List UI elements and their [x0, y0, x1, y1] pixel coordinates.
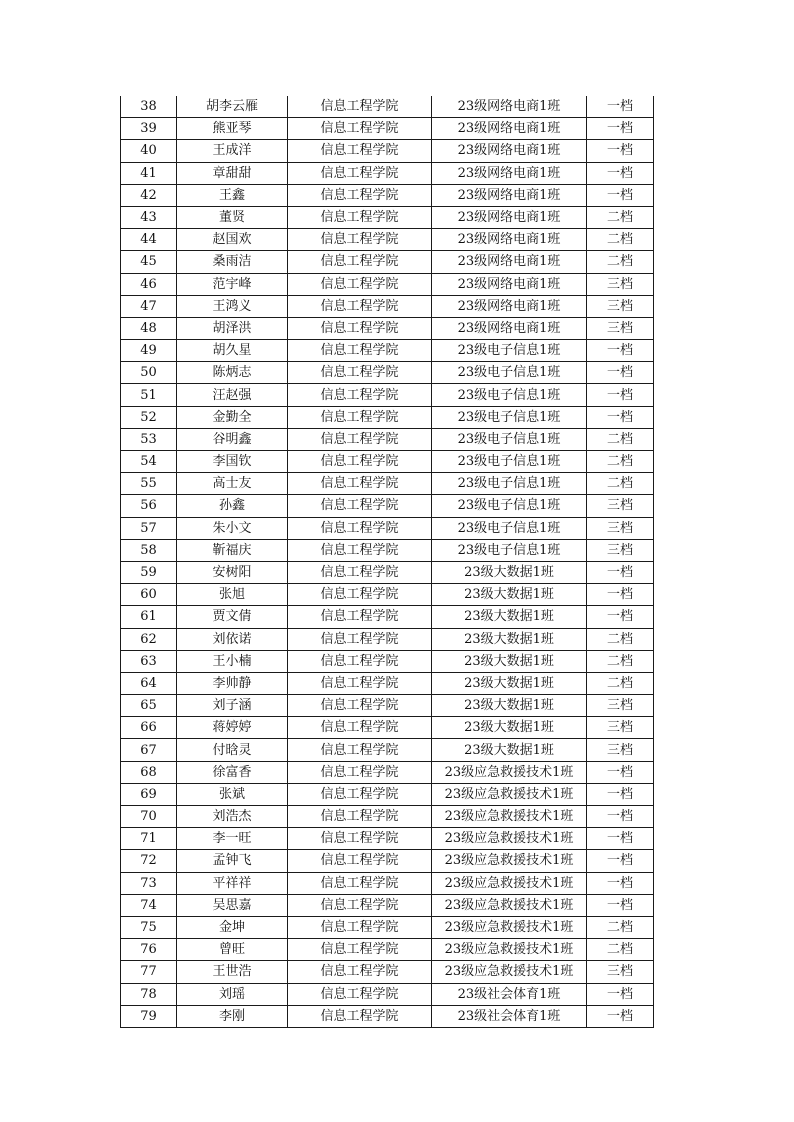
- class-cell: 23级网络电商1班: [432, 140, 587, 162]
- class-cell: 23级大数据1班: [432, 672, 587, 694]
- level-cell: 一档: [587, 584, 654, 606]
- student-name-cell: 汪赵强: [177, 384, 288, 406]
- department-cell: 信息工程学院: [288, 495, 432, 517]
- department-cell: 信息工程学院: [288, 473, 432, 495]
- student-name-cell: 金勤全: [177, 406, 288, 428]
- class-cell: 23级大数据1班: [432, 695, 587, 717]
- table-row: [121, 806, 654, 828]
- row-number-cell: 71: [121, 828, 177, 850]
- class-cell: 23级电子信息1班: [432, 406, 587, 428]
- student-name-cell: 曾旺: [177, 939, 288, 961]
- class-cell: 23级电子信息1班: [432, 384, 587, 406]
- level-cell: 三档: [587, 539, 654, 561]
- level-cell: 二档: [587, 916, 654, 938]
- table-row: [121, 140, 654, 162]
- row-number-cell: 61: [121, 606, 177, 628]
- table-row: [121, 451, 654, 473]
- table-row: [121, 628, 654, 650]
- row-number-cell: 45: [121, 251, 177, 273]
- department-cell: 信息工程学院: [288, 672, 432, 694]
- table-row: [121, 184, 654, 206]
- table-row: [121, 428, 654, 450]
- row-number-cell: 52: [121, 406, 177, 428]
- class-cell: 23级网络电商1班: [432, 273, 587, 295]
- student-name-cell: 谷明鑫: [177, 428, 288, 450]
- class-cell: 23级网络电商1班: [432, 162, 587, 184]
- table-row: [121, 739, 654, 761]
- student-name-cell: 孟钟飞: [177, 850, 288, 872]
- department-cell: 信息工程学院: [288, 539, 432, 561]
- student-name-cell: 贾文倩: [177, 606, 288, 628]
- row-number-cell: 57: [121, 517, 177, 539]
- department-cell: 信息工程学院: [288, 517, 432, 539]
- table-row: [121, 828, 654, 850]
- level-cell: 二档: [587, 251, 654, 273]
- row-number-cell: 69: [121, 783, 177, 805]
- department-cell: 信息工程学院: [288, 162, 432, 184]
- level-cell: 一档: [587, 162, 654, 184]
- table-row: [121, 850, 654, 872]
- row-number-cell: 70: [121, 806, 177, 828]
- row-number-cell: 74: [121, 894, 177, 916]
- row-number-cell: 76: [121, 939, 177, 961]
- table-row: [121, 162, 654, 184]
- student-name-cell: 刘浩杰: [177, 806, 288, 828]
- level-cell: 二档: [587, 206, 654, 228]
- table-row: [121, 539, 654, 561]
- department-cell: 信息工程学院: [288, 739, 432, 761]
- class-cell: 23级应急救援技术1班: [432, 939, 587, 961]
- level-cell: 三档: [587, 695, 654, 717]
- student-list-table: [120, 96, 654, 1028]
- student-name-cell: 靳福庆: [177, 539, 288, 561]
- table-row: [121, 406, 654, 428]
- level-cell: 一档: [587, 983, 654, 1005]
- row-number-cell: 79: [121, 1005, 177, 1027]
- class-cell: 23级应急救援技术1班: [432, 783, 587, 805]
- department-cell: 信息工程学院: [288, 650, 432, 672]
- class-cell: 23级网络电商1班: [432, 96, 587, 118]
- department-cell: 信息工程学院: [288, 872, 432, 894]
- table-row: [121, 584, 654, 606]
- table-row: [121, 118, 654, 140]
- department-cell: 信息工程学院: [288, 184, 432, 206]
- department-cell: 信息工程学院: [288, 317, 432, 339]
- level-cell: 一档: [587, 384, 654, 406]
- row-number-cell: 66: [121, 717, 177, 739]
- row-number-cell: 64: [121, 672, 177, 694]
- student-name-cell: 王成洋: [177, 140, 288, 162]
- level-cell: 一档: [587, 872, 654, 894]
- level-cell: 一档: [587, 406, 654, 428]
- row-number-cell: 58: [121, 539, 177, 561]
- table-row: [121, 717, 654, 739]
- student-name-cell: 张斌: [177, 783, 288, 805]
- level-cell: 一档: [587, 850, 654, 872]
- student-name-cell: 高士友: [177, 473, 288, 495]
- class-cell: 23级社会体育1班: [432, 983, 587, 1005]
- row-number-cell: 47: [121, 295, 177, 317]
- department-cell: 信息工程学院: [288, 939, 432, 961]
- table-row: [121, 295, 654, 317]
- student-name-cell: 胡泽洪: [177, 317, 288, 339]
- table-row: [121, 961, 654, 983]
- student-name-cell: 朱小文: [177, 517, 288, 539]
- department-cell: 信息工程学院: [288, 1005, 432, 1027]
- student-name-cell: 范宇峰: [177, 273, 288, 295]
- row-number-cell: 60: [121, 584, 177, 606]
- row-number-cell: 39: [121, 118, 177, 140]
- level-cell: 三档: [587, 495, 654, 517]
- department-cell: 信息工程学院: [288, 828, 432, 850]
- row-number-cell: 75: [121, 916, 177, 938]
- department-cell: 信息工程学院: [288, 717, 432, 739]
- table-row: [121, 894, 654, 916]
- row-number-cell: 50: [121, 362, 177, 384]
- student-name-cell: 李刚: [177, 1005, 288, 1027]
- class-cell: 23级网络电商1班: [432, 206, 587, 228]
- table-row: [121, 517, 654, 539]
- department-cell: 信息工程学院: [288, 783, 432, 805]
- department-cell: 信息工程学院: [288, 451, 432, 473]
- level-cell: 三档: [587, 717, 654, 739]
- class-cell: 23级应急救援技术1班: [432, 806, 587, 828]
- level-cell: 一档: [587, 783, 654, 805]
- row-number-cell: 78: [121, 983, 177, 1005]
- department-cell: 信息工程学院: [288, 428, 432, 450]
- table-row: [121, 1005, 654, 1027]
- table-row: [121, 672, 654, 694]
- class-cell: 23级电子信息1班: [432, 340, 587, 362]
- class-cell: 23级电子信息1班: [432, 495, 587, 517]
- level-cell: 一档: [587, 761, 654, 783]
- student-name-cell: 平祥祥: [177, 872, 288, 894]
- class-cell: 23级电子信息1班: [432, 539, 587, 561]
- class-cell: 23级电子信息1班: [432, 517, 587, 539]
- level-cell: 三档: [587, 739, 654, 761]
- level-cell: 一档: [587, 140, 654, 162]
- class-cell: 23级应急救援技术1班: [432, 872, 587, 894]
- department-cell: 信息工程学院: [288, 894, 432, 916]
- level-cell: 三档: [587, 517, 654, 539]
- level-cell: 二档: [587, 428, 654, 450]
- class-cell: 23级网络电商1班: [432, 317, 587, 339]
- student-name-cell: 张旭: [177, 584, 288, 606]
- row-number-cell: 55: [121, 473, 177, 495]
- department-cell: 信息工程学院: [288, 118, 432, 140]
- student-name-cell: 李一旺: [177, 828, 288, 850]
- class-cell: 23级电子信息1班: [432, 473, 587, 495]
- department-cell: 信息工程学院: [288, 362, 432, 384]
- row-number-cell: 49: [121, 340, 177, 362]
- department-cell: 信息工程学院: [288, 251, 432, 273]
- class-cell: 23级大数据1班: [432, 606, 587, 628]
- class-cell: 23级大数据1班: [432, 717, 587, 739]
- student-name-cell: 熊亚琴: [177, 118, 288, 140]
- row-number-cell: 67: [121, 739, 177, 761]
- department-cell: 信息工程学院: [288, 983, 432, 1005]
- student-name-cell: 董贤: [177, 206, 288, 228]
- student-name-cell: 刘瑶: [177, 983, 288, 1005]
- student-name-cell: 李帅静: [177, 672, 288, 694]
- level-cell: 二档: [587, 650, 654, 672]
- level-cell: 一档: [587, 184, 654, 206]
- row-number-cell: 65: [121, 695, 177, 717]
- level-cell: 三档: [587, 961, 654, 983]
- department-cell: 信息工程学院: [288, 584, 432, 606]
- table-row: [121, 695, 654, 717]
- level-cell: 一档: [587, 894, 654, 916]
- level-cell: 二档: [587, 451, 654, 473]
- row-number-cell: 53: [121, 428, 177, 450]
- class-cell: 23级大数据1班: [432, 628, 587, 650]
- level-cell: 一档: [587, 561, 654, 583]
- table-row: [121, 983, 654, 1005]
- row-number-cell: 44: [121, 229, 177, 251]
- row-number-cell: 62: [121, 628, 177, 650]
- table-body: [121, 96, 654, 1027]
- department-cell: 信息工程学院: [288, 606, 432, 628]
- table-row: [121, 606, 654, 628]
- class-cell: 23级大数据1班: [432, 650, 587, 672]
- department-cell: 信息工程学院: [288, 761, 432, 783]
- level-cell: 一档: [587, 340, 654, 362]
- level-cell: 一档: [587, 1005, 654, 1027]
- table-row: [121, 96, 654, 118]
- table-row: [121, 916, 654, 938]
- level-cell: 二档: [587, 939, 654, 961]
- student-name-cell: 吴思嘉: [177, 894, 288, 916]
- student-name-cell: 王世浩: [177, 961, 288, 983]
- class-cell: 23级社会体育1班: [432, 1005, 587, 1027]
- row-number-cell: 72: [121, 850, 177, 872]
- level-cell: 二档: [587, 628, 654, 650]
- student-name-cell: 金坤: [177, 916, 288, 938]
- department-cell: 信息工程学院: [288, 961, 432, 983]
- row-number-cell: 43: [121, 206, 177, 228]
- student-name-cell: 刘依诺: [177, 628, 288, 650]
- department-cell: 信息工程学院: [288, 695, 432, 717]
- student-name-cell: 蒋婷婷: [177, 717, 288, 739]
- student-name-cell: 徐富香: [177, 761, 288, 783]
- student-name-cell: 孙鑫: [177, 495, 288, 517]
- department-cell: 信息工程学院: [288, 229, 432, 251]
- department-cell: 信息工程学院: [288, 916, 432, 938]
- row-number-cell: 73: [121, 872, 177, 894]
- class-cell: 23级大数据1班: [432, 739, 587, 761]
- level-cell: 二档: [587, 672, 654, 694]
- row-number-cell: 42: [121, 184, 177, 206]
- level-cell: 三档: [587, 317, 654, 339]
- student-name-cell: 王鑫: [177, 184, 288, 206]
- department-cell: 信息工程学院: [288, 295, 432, 317]
- table-row: [121, 939, 654, 961]
- student-name-cell: 胡久星: [177, 340, 288, 362]
- department-cell: 信息工程学院: [288, 340, 432, 362]
- table-row: [121, 561, 654, 583]
- level-cell: 一档: [587, 828, 654, 850]
- level-cell: 二档: [587, 473, 654, 495]
- class-cell: 23级网络电商1班: [432, 229, 587, 251]
- class-cell: 23级应急救援技术1班: [432, 961, 587, 983]
- class-cell: 23级电子信息1班: [432, 362, 587, 384]
- table-row: [121, 229, 654, 251]
- table-row: [121, 384, 654, 406]
- department-cell: 信息工程学院: [288, 96, 432, 118]
- table-row: [121, 872, 654, 894]
- row-number-cell: 48: [121, 317, 177, 339]
- table-row: [121, 206, 654, 228]
- row-number-cell: 41: [121, 162, 177, 184]
- row-number-cell: 56: [121, 495, 177, 517]
- class-cell: 23级电子信息1班: [432, 451, 587, 473]
- table-row: [121, 273, 654, 295]
- table-row: [121, 761, 654, 783]
- student-name-cell: 章甜甜: [177, 162, 288, 184]
- class-cell: 23级应急救援技术1班: [432, 761, 587, 783]
- level-cell: 一档: [587, 118, 654, 140]
- class-cell: 23级网络电商1班: [432, 295, 587, 317]
- department-cell: 信息工程学院: [288, 561, 432, 583]
- row-number-cell: 77: [121, 961, 177, 983]
- table-row: [121, 317, 654, 339]
- table-row: [121, 473, 654, 495]
- student-name-cell: 赵国欢: [177, 229, 288, 251]
- table-row: [121, 495, 654, 517]
- row-number-cell: 59: [121, 561, 177, 583]
- row-number-cell: 38: [121, 96, 177, 118]
- table-row: [121, 650, 654, 672]
- table-row: [121, 340, 654, 362]
- table-row: [121, 251, 654, 273]
- class-cell: 23级电子信息1班: [432, 428, 587, 450]
- student-name-cell: 陈炳志: [177, 362, 288, 384]
- student-name-cell: 王小楠: [177, 650, 288, 672]
- student-name-cell: 王鸿义: [177, 295, 288, 317]
- row-number-cell: 68: [121, 761, 177, 783]
- class-cell: 23级大数据1班: [432, 584, 587, 606]
- department-cell: 信息工程学院: [288, 806, 432, 828]
- department-cell: 信息工程学院: [288, 850, 432, 872]
- student-name-cell: 胡李云雁: [177, 96, 288, 118]
- department-cell: 信息工程学院: [288, 140, 432, 162]
- table-row: [121, 362, 654, 384]
- class-cell: 23级网络电商1班: [432, 251, 587, 273]
- row-number-cell: 54: [121, 451, 177, 473]
- department-cell: 信息工程学院: [288, 273, 432, 295]
- class-cell: 23级应急救援技术1班: [432, 828, 587, 850]
- student-name-cell: 付晗灵: [177, 739, 288, 761]
- student-name-cell: 李国钦: [177, 451, 288, 473]
- row-number-cell: 46: [121, 273, 177, 295]
- level-cell: 三档: [587, 295, 654, 317]
- department-cell: 信息工程学院: [288, 206, 432, 228]
- class-cell: 23级网络电商1班: [432, 184, 587, 206]
- table-row: [121, 783, 654, 805]
- row-number-cell: 40: [121, 140, 177, 162]
- class-cell: 23级应急救援技术1班: [432, 916, 587, 938]
- student-name-cell: 安树阳: [177, 561, 288, 583]
- row-number-cell: 63: [121, 650, 177, 672]
- department-cell: 信息工程学院: [288, 384, 432, 406]
- level-cell: 一档: [587, 606, 654, 628]
- class-cell: 23级网络电商1班: [432, 118, 587, 140]
- class-cell: 23级应急救援技术1班: [432, 850, 587, 872]
- class-cell: 23级应急救援技术1班: [432, 894, 587, 916]
- level-cell: 三档: [587, 273, 654, 295]
- student-name-cell: 桑雨洁: [177, 251, 288, 273]
- level-cell: 一档: [587, 806, 654, 828]
- department-cell: 信息工程学院: [288, 406, 432, 428]
- level-cell: 二档: [587, 229, 654, 251]
- level-cell: 一档: [587, 96, 654, 118]
- student-name-cell: 刘子涵: [177, 695, 288, 717]
- class-cell: 23级大数据1班: [432, 561, 587, 583]
- department-cell: 信息工程学院: [288, 628, 432, 650]
- row-number-cell: 51: [121, 384, 177, 406]
- level-cell: 一档: [587, 362, 654, 384]
